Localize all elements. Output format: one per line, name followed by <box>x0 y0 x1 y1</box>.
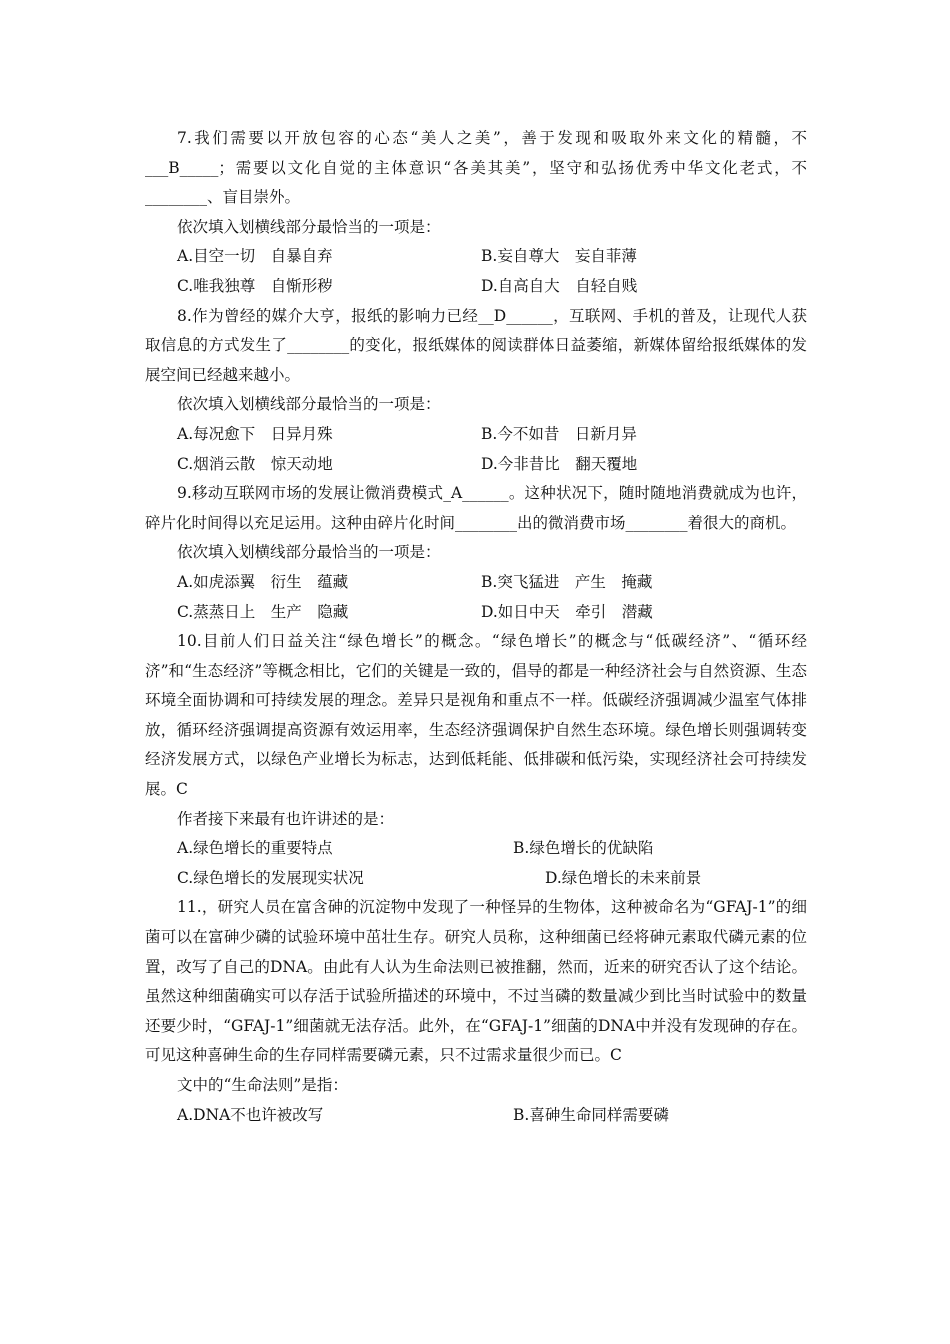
options-row <box>145 272 807 302</box>
options-row <box>145 568 807 598</box>
question-text: 8.作为曾经的媒介大亨，报纸的影响力已经__D______，互联网、手机的普及，让现代人获取信息的方式发生了________的变化，报纸媒体的阅读群体日益萎缩，新媒体留给报纸媒体的发展空间已经越来越小。 <box>145 306 807 384</box>
option-a: A.目空一切 自暴自弃 <box>177 247 333 266</box>
option-b: B.绿色增长的优缺陷 <box>513 839 654 858</box>
option-b: B.喜砷生命同样需要磷 <box>513 1105 669 1124</box>
question-prompt: 依次填入划横线部分最恰当的一项是： <box>177 217 441 236</box>
question-8 <box>145 302 807 480</box>
option-b: B.突飞猛进 产生 掩藏 <box>481 572 653 591</box>
option-a: A.每况愈下 日异月殊 <box>177 424 333 443</box>
options-row <box>145 864 807 894</box>
question-11 <box>145 893 807 1130</box>
options-row <box>145 420 807 450</box>
question-prompt: 依次填入划横线部分最恰当的一项是： <box>177 543 441 562</box>
question-9 <box>145 479 807 627</box>
question-text: 9.移动互联网市场的发展让微消费模式_A______。这种状况下，随时随地消费就成为也许，碎片化时间得以充足运用。这种由碎片化时间________出的微消费市场________着很大的商机。 <box>145 484 807 532</box>
question-10 <box>145 627 807 893</box>
question-text: 11.，研究人员在富含砷的沉淀物中发现了一种怪异的生物体，这种被命名为“GFAJ-1”的细菌可以在富砷少磷的试验环境中茁壮生存。研究人员称，这种细菌已经将砷元素取代磷元素的位置，改写了自己的DNA。由此有人认为生命法则已被推翻，然而，近来的研究否认了这个结论。虽然这种细菌确实可以存活于试验所描述的环境中，不过当磷的数量减少到比当时试验中的数量还要少时，“GFAJ-1”细菌就无法存活。此外，在“GFAJ-1”细菌的DNA中并没有发现砷的存在。可见这种喜砷生命的生存同样需要磷元素，只不过需求量很少而已。C <box>145 898 807 1065</box>
options-row <box>145 242 807 272</box>
option-c: C.绿色增长的发展现实状况 <box>177 868 364 887</box>
options-row <box>145 450 807 480</box>
document-body <box>145 124 807 1130</box>
option-c: C.唯我独尊 自惭形秽 <box>177 276 333 295</box>
options-row <box>145 598 807 628</box>
options-row <box>145 1101 807 1131</box>
option-a: A.绿色增长的重要特点 <box>177 839 333 858</box>
options-row <box>145 834 807 864</box>
option-d: D.自高自大 自轻自贱 <box>481 276 638 295</box>
option-c: C.烟消云散 惊天动地 <box>177 454 333 473</box>
option-d: D.如日中天 牵引 潜藏 <box>481 602 653 621</box>
question-prompt: 依次填入划横线部分最恰当的一项是： <box>177 395 441 414</box>
option-b: B.今不如昔 日新月异 <box>481 424 637 443</box>
question-text: 10.目前人们日益关注“绿色增长”的概念。“绿色增长”的概念与“低碳经济”、“循环经济”和“生态经济”等概念相比，它们的关键是一致的，倡导的都是一种经济社会与自然资源、生态环境全面协调和可持续发展的理念。差异只是视角和重点不一样。低碳经济强调减少温室气体排放，循环经济强调提高资源有效运用率，生态经济强调保护自然生态环境。绿色增长则强调转变经济发展方式，以绿色产业增长为标志，达到低耗能、低排碳和低污染，实现经济社会可持续发展。C <box>145 632 807 799</box>
option-b: B.妄自尊大 妄自菲薄 <box>481 247 637 266</box>
question-text: 7.我们需要以开放包容的心态“美人之美”，善于发现和吸取外来文化的精髓，不___B_____；需要以文化自觉的主体意识“各美其美”，坚守和弘扬优秀中华文化老式，不________、盲目崇外。 <box>145 129 807 207</box>
question-7 <box>145 124 807 302</box>
option-c: C.蒸蒸日上 生产 隐藏 <box>177 602 349 621</box>
option-d: D.绿色增长的未来前景 <box>545 868 702 887</box>
question-prompt: 文中的“生命法则”是指： <box>177 1076 348 1094</box>
option-d: D.今非昔比 翻天覆地 <box>481 454 638 473</box>
option-a: A.DNA不也许被改写 <box>177 1105 324 1124</box>
question-prompt: 作者接下来最有也许讲述的是： <box>177 809 395 828</box>
option-a: A.如虎添翼 衍生 蕴藏 <box>177 572 349 591</box>
